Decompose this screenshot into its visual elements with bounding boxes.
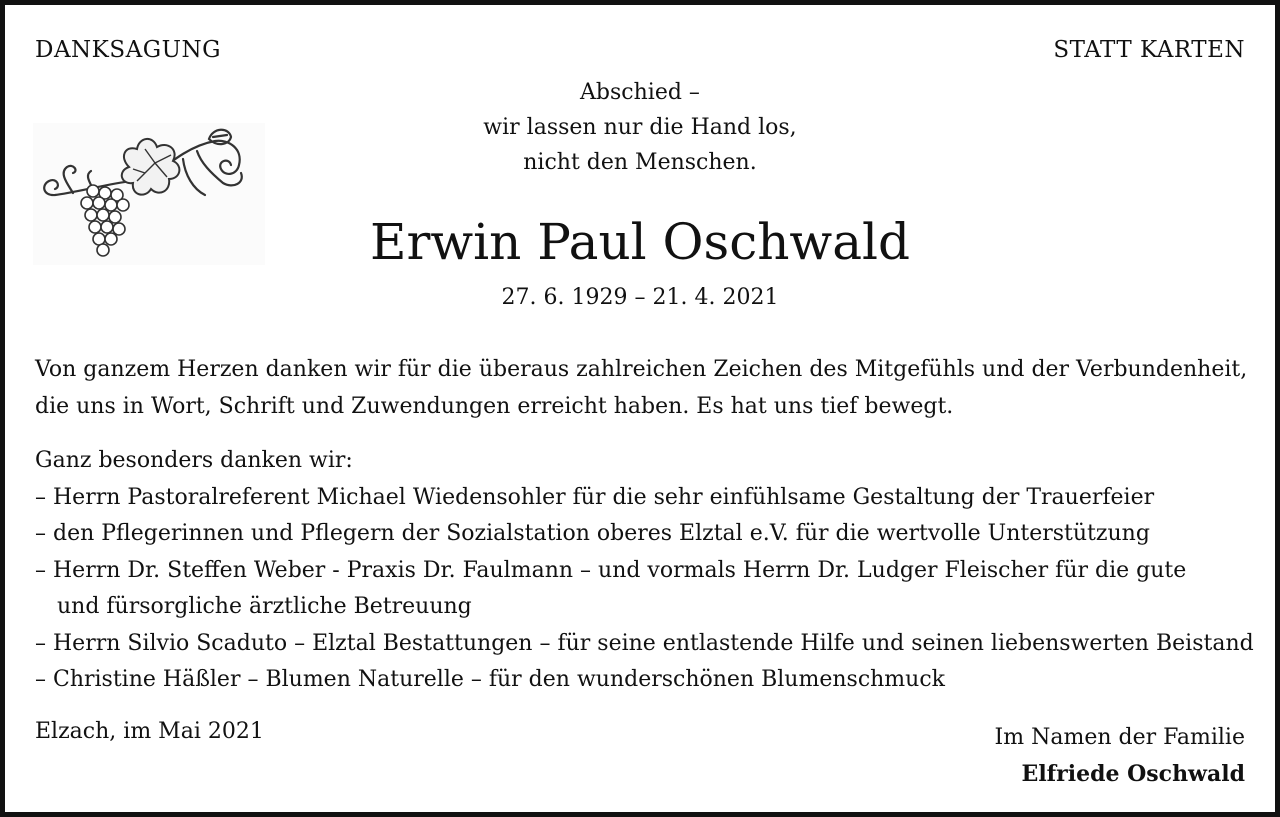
thanks-item: – den Pflegerinnen und Pflegern der Sozialstation oberes Elztal e.V. für die wertvolle Unterstützung xyxy=(35,521,1150,546)
intro-paragraph: Von ganzem Herzen danken wir für die überaus zahlreichen Zeichen des Mitgefühls und der Verbundenheit, die uns in Wort, Schrift und Zuwendungen erreicht haben. Es hat uns tief bewegt. xyxy=(35,357,1248,419)
thanks-item: – Herrn Pastoralreferent Michael Wiedensohler für die sehr einfühlsame Gestaltung der Trauerfeier xyxy=(35,484,1155,510)
signature-name: Elfriede Oschwald xyxy=(1021,761,1245,787)
motto-line: wir lassen nur die Hand los, xyxy=(483,115,797,140)
place-date: Elzach, im Mai 2021 xyxy=(35,719,264,744)
thanks-heading: Ganz besonders danken wir: xyxy=(35,448,353,473)
thanks-item: – Christine Häßler – Blumen Naturelle – für den wunderschönen Blumenschmuck xyxy=(35,667,945,692)
header-right: STATT KARTEN xyxy=(1053,37,1245,63)
motto-line: nicht den Menschen. xyxy=(523,150,757,175)
signature-block xyxy=(995,719,1245,793)
motto xyxy=(5,75,1275,180)
header-left: DANKSAGUNG xyxy=(35,37,221,63)
thanks-item-continuation: und fürsorgliche ärztliche Betreuung xyxy=(57,594,472,619)
thanks-list xyxy=(35,443,1253,699)
thanks-item: – Herrn Dr. Steffen Weber - Praxis Dr. Faulmann – und vormals Herrn Dr. Ludger Fleischer für die gute xyxy=(35,557,1187,583)
thanks-item: – Herrn Silvio Scaduto – Elztal Bestattungen – für seine entlastende Hilfe und seinen liebenswerten Beistand xyxy=(35,630,1254,656)
life-dates: 27. 6. 1929 – 21. 4. 2021 xyxy=(501,285,779,310)
signature-line: Im Namen der Familie xyxy=(994,725,1245,750)
motto-line: Abschied – xyxy=(580,80,700,105)
deceased-name: Erwin Paul Oschwald xyxy=(369,213,911,271)
